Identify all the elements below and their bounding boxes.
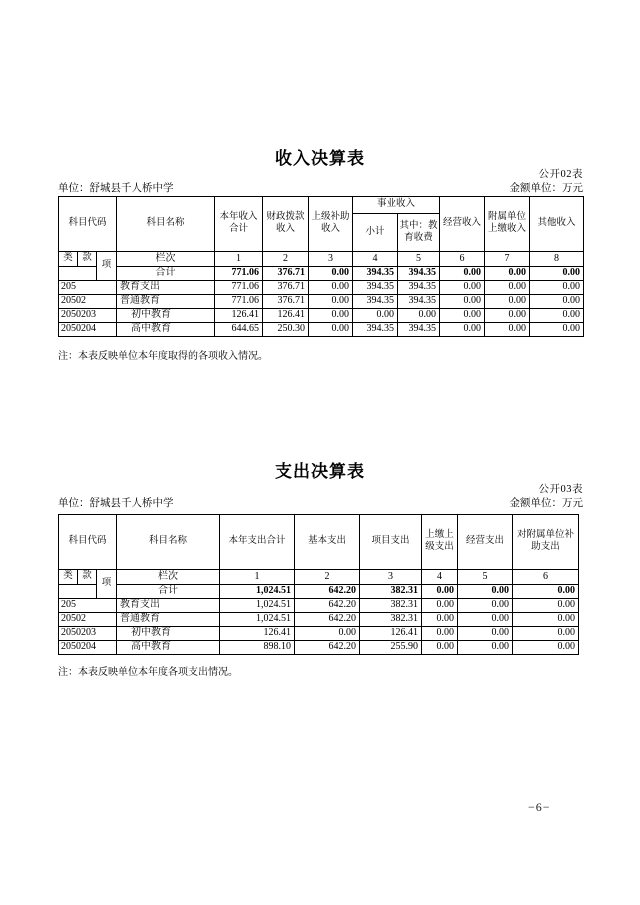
income-meta-line [58,180,583,195]
income-total-value: 376.71 [263,266,309,280]
income-table-note: 注：本表反映单位本年度取得的各项收入情况。 [58,351,268,362]
income-total-value: 394.35 [353,266,398,280]
table-row [59,308,584,322]
value-cell: 0.00 [485,322,530,336]
value-cell: 394.35 [353,294,398,308]
income-header-operating: 经营收入 [440,197,485,252]
subject-code-cell: 20502 [59,294,117,308]
expenditure-colnum: 1 [220,570,295,585]
income-total-value: 0.00 [440,266,485,280]
value-cell: 1,024.51 [220,598,295,612]
value-cell: 898.10 [220,640,295,654]
page-number: −6− [528,800,551,814]
income-colnum: 2 [263,252,309,267]
table-row [59,280,584,294]
income-header-subject-name: 科目名称 [117,197,215,252]
value-cell: 382.31 [360,598,422,612]
income-header-other: 其他收入 [530,197,584,252]
value-cell: 0.00 [295,626,360,640]
value-cell: 771.06 [215,280,263,294]
value-cell: 382.31 [360,612,422,626]
income-total-row [59,266,584,280]
value-cell: 0.00 [422,640,458,654]
income-total-value: 771.06 [215,266,263,280]
expenditure-colnum: 5 [458,570,513,585]
income-table [58,196,584,337]
expenditure-sub-fund: 款 [78,570,97,585]
value-cell: 394.35 [398,280,440,294]
expenditure-unit-label: 金额单位：万元 [509,498,583,509]
income-header-fiscal: 财政拨款收入 [263,197,309,252]
expenditure-header-basic: 基本支出 [295,515,360,570]
income-header-row-1 [59,197,584,214]
expenditure-header-project: 项目支出 [360,515,422,570]
income-unit-label: 金额单位：万元 [509,183,583,194]
value-cell: 0.00 [458,598,513,612]
expenditure-colnum: 4 [422,570,458,585]
subject-code-cell: 2050203 [59,308,117,322]
subject-code-cell: 20502 [59,612,117,626]
value-cell: 394.35 [353,322,398,336]
income-colnum: 6 [440,252,485,267]
value-cell: 126.41 [360,626,422,640]
value-cell: 771.06 [215,294,263,308]
income-header-education-fee: 其中：教育收费 [398,214,440,252]
income-header-superior: 上级补助收入 [309,197,353,252]
income-colnum: 8 [530,252,584,267]
value-cell: 0.00 [485,308,530,322]
value-cell: 0.00 [398,308,440,322]
income-header-subject-code: 科目代码 [59,197,117,252]
value-cell: 0.00 [458,626,513,640]
value-cell: 644.65 [215,322,263,336]
expenditure-total-label: 合计 [117,584,220,598]
expenditure-header-subject-code: 科目代码 [59,515,117,570]
income-colnum: 1 [215,252,263,267]
value-cell: 0.00 [440,294,485,308]
value-cell: 0.00 [422,626,458,640]
value-cell: 0.00 [530,308,584,322]
value-cell: 250.30 [263,322,309,336]
value-cell: 0.00 [513,598,579,612]
subject-code-cell: 205 [59,280,117,294]
value-cell: 0.00 [513,640,579,654]
expenditure-header-row [59,515,579,570]
subject-code-cell: 2050204 [59,322,117,336]
income-colnum: 4 [353,252,398,267]
value-cell: 126.41 [263,308,309,322]
table-row [59,626,579,640]
income-sub-fund: 款 [78,252,97,267]
value-cell: 376.71 [263,280,309,294]
value-cell: 642.20 [295,640,360,654]
subject-name-cell: 初中教育 [117,308,215,322]
expenditure-column-number-row [59,570,579,585]
expenditure-header-total: 本年支出合计 [220,515,295,570]
subject-code-cell: 2050203 [59,626,117,640]
expenditure-colnum: 2 [295,570,360,585]
value-cell: 394.35 [398,322,440,336]
value-cell: 126.41 [215,308,263,322]
expenditure-total-value: 0.00 [458,584,513,598]
income-colnum: 7 [485,252,530,267]
value-cell: 0.00 [530,280,584,294]
value-cell: 0.00 [458,640,513,654]
expenditure-total-value: 382.31 [360,584,422,598]
value-cell: 394.35 [398,294,440,308]
expenditure-meta-line [58,495,583,510]
subject-name-cell: 普通教育 [117,612,220,626]
expenditure-table-note: 注：本表反映单位本年度各项支出情况。 [58,667,238,678]
expenditure-table [58,514,579,655]
expenditure-total-value: 642.20 [295,584,360,598]
income-colnum: 5 [398,252,440,267]
value-cell: 0.00 [513,612,579,626]
value-cell: 0.00 [530,322,584,336]
expenditure-total-row [59,584,579,598]
value-cell: 1,024.51 [220,612,295,626]
value-cell: 0.00 [422,598,458,612]
income-sub-class: 类 [59,252,78,267]
income-total-value: 394.35 [398,266,440,280]
expenditure-org-label: 单位：舒城县千人桥中学 [58,498,174,509]
value-cell: 642.20 [295,598,360,612]
table-row [59,640,579,654]
value-cell: 255.90 [360,640,422,654]
income-org-label: 单位：舒城县千人桥中学 [58,183,174,194]
expenditure-header-affiliated: 对附属单位补助支出 [513,515,579,570]
income-header-business-subtotal: 小计 [353,214,398,252]
income-total-label-spacer [59,266,97,280]
expenditure-header-subject-name: 科目名称 [117,515,220,570]
income-sub-item: 项 [97,252,117,281]
expenditure-total-label-spacer [59,584,97,598]
income-header-affiliated: 附属单位上缴收入 [485,197,530,252]
income-colnum: 3 [309,252,353,267]
expenditure-header-operating: 经营支出 [458,515,513,570]
value-cell: 0.00 [440,280,485,294]
expenditure-table-title: 支出决算表 [275,462,365,481]
value-cell: 0.00 [485,280,530,294]
table-row [59,612,579,626]
subject-name-cell: 教育支出 [117,280,215,294]
income-header-total: 本年收入合计 [215,197,263,252]
subject-code-cell: 2050204 [59,640,117,654]
value-cell: 0.00 [309,294,353,308]
value-cell: 0.00 [458,612,513,626]
income-total-value: 0.00 [309,266,353,280]
expenditure-total-value: 0.00 [513,584,579,598]
income-total-value: 0.00 [530,266,584,280]
subject-name-cell: 高中教育 [117,640,220,654]
expenditure-colnum: 6 [513,570,579,585]
value-cell: 376.71 [263,294,309,308]
income-total-value: 0.00 [485,266,530,280]
income-sheet-code: 公开02表 [538,169,583,180]
value-cell: 0.00 [309,322,353,336]
value-cell: 0.00 [530,294,584,308]
value-cell: 0.00 [353,308,398,322]
income-total-label: 合计 [117,266,215,280]
value-cell: 0.00 [513,626,579,640]
value-cell: 394.35 [353,280,398,294]
value-cell: 0.00 [485,294,530,308]
expenditure-sub-item: 项 [97,570,117,599]
expenditure-total-value: 0.00 [422,584,458,598]
income-header-business-group: 事业收入 [353,197,440,214]
expenditure-header-superior: 上缴上级支出 [422,515,458,570]
subject-name-cell: 教育支出 [117,598,220,612]
subject-name-cell: 高中教育 [117,322,215,336]
income-table-title: 收入决算表 [275,149,365,168]
expenditure-sub-class: 类 [59,570,78,585]
value-cell: 0.00 [422,612,458,626]
income-column-number-row [59,252,584,267]
expenditure-sheet-code: 公开03表 [538,484,583,495]
subject-name-cell: 初中教育 [117,626,220,640]
expenditure-rank-label: 栏次 [117,570,220,585]
value-cell: 0.00 [440,322,485,336]
expenditure-colnum: 3 [360,570,422,585]
subject-code-cell: 205 [59,598,117,612]
value-cell: 126.41 [220,626,295,640]
table-row [59,322,584,336]
value-cell: 642.20 [295,612,360,626]
table-row [59,294,584,308]
table-row [59,598,579,612]
subject-name-cell: 普通教育 [117,294,215,308]
value-cell: 0.00 [440,308,485,322]
expenditure-total-value: 1,024.51 [220,584,295,598]
value-cell: 0.00 [309,308,353,322]
value-cell: 0.00 [309,280,353,294]
income-rank-label: 栏次 [117,252,215,267]
